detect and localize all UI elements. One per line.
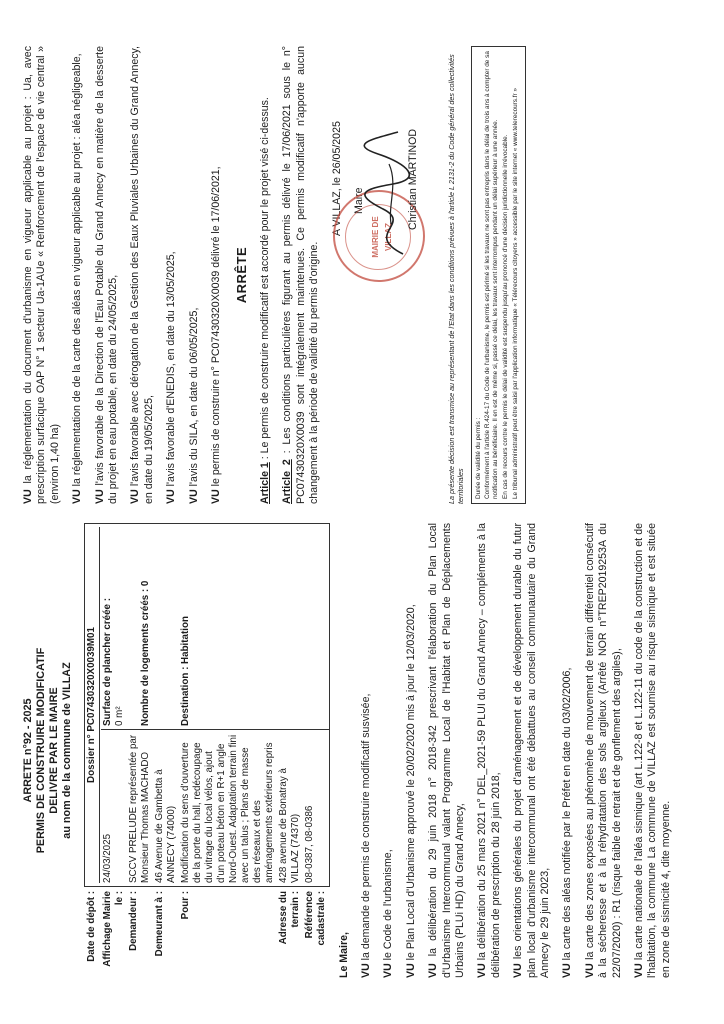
surface-value: 0 m² — [114, 706, 125, 726]
vu-keyword: VU — [187, 489, 200, 504]
vu-keyword: VU — [129, 489, 142, 504]
vu-paragraph — [94, 46, 121, 504]
demandeur-value: SCCV PRELUDE représentée par Monsieur Thomas MACHADO — [127, 730, 153, 887]
pour-value: Modification du sens d'ouverture de la porte du hall, redécoupage du vitrage du local vélos, ajout d'un poteau béton en R+1 angle Nord-Ouest. Adaptation terrain fini avec un talus ; Plans de masse des réseaux et des aménagements extérieurs repris — [179, 730, 277, 887]
vu-paragraph — [22, 46, 62, 504]
vu-keyword: VU — [71, 489, 84, 504]
signatory-name: Christian MARTINOD — [406, 128, 419, 230]
adresse-label: Adresse du terrain : — [278, 891, 301, 945]
vu-keyword: VU — [561, 963, 574, 978]
vu-paragraph — [129, 46, 156, 504]
transmission-note: La présente décision est transmise au représentant de l'Etat dans les conditions prévues à l'article L 2131-2 du Code général des collectivités territoriales — [446, 54, 465, 504]
adresse-value: 428 avenue de Bonatray à VILLAZ (74370) — [277, 730, 303, 887]
surface-cell — [101, 524, 179, 730]
vu-paragraph — [71, 46, 84, 504]
date-depot-value: 24/03/2025 — [101, 730, 127, 887]
vu-keyword: VU — [382, 963, 395, 978]
vu-text: la carte des zones exposées au phénomène de mouvement de terrain différentiel consécutif à la sécheresse et à la réhydratation des sols argileux (Arrêté NOR n°TREP2019253A du 22/07/2020) : R1 (risque faible de retrait et de gonflement des argiles), — [583, 523, 623, 978]
arrete-number: ARRETE n°92 - 2025 — [22, 698, 34, 803]
vu-keyword: VU — [404, 963, 417, 978]
vu-paragraph — [382, 523, 395, 978]
vu-paragraph — [512, 523, 552, 978]
vu-text: la réglementation de de la carte des aléas en vigueur applicable au projet : aléa négligeable, — [71, 53, 84, 487]
reference-label: Référence cadastrale : — [304, 891, 327, 946]
arrete-heading: ARRÊTE — [234, 246, 250, 304]
validity-text-2: En cas de recours contre le permis le délai de validité est suspendu jusqu'au prononcé d'une décision juridictionnelle irrévocable. — [501, 134, 509, 499]
maire-title: Maire — [352, 187, 365, 214]
vu-keyword: VU — [93, 489, 106, 504]
vu-text: le Code de l'urbanisme, — [382, 849, 395, 961]
permit-title: PERMIS DE CONSTRUIRE MODIFICATIF — [35, 647, 47, 854]
left-column — [22, 523, 682, 978]
logements-label: Nombre de logements créés : 0 — [140, 580, 151, 726]
vu-text: le permis de construire n° PC07430320X0039 délivré le 17/06/2021, — [210, 166, 223, 487]
empty-cell-2 — [303, 524, 329, 730]
vu-keyword: VU — [210, 489, 223, 504]
title-block — [22, 523, 74, 978]
le-maire: Le Maire, — [337, 932, 350, 978]
vu-text: la délibération du 25 mars 2021 n° DEL_2021-59 PLUI du Grand Annecy – compléments à la délibération de prescription du 28 juin 2018, — [476, 522, 502, 978]
permit-issuer: DELIVRE PAR LE MAIRE — [48, 687, 60, 814]
article-1-text: : Le permis de construire modificatif est accordé pour le projet visé ci-dessus. — [258, 97, 271, 463]
vu-keyword: VU — [427, 963, 440, 978]
vu-keyword: VU — [476, 963, 489, 978]
vu-text: les orientations générales du projet d'aménagement et de développement durable du futur plan local d'urbanisme intercommunal ont été débattues au conseil communautaire du Grand Annecy le 29 juin 2023, — [512, 523, 551, 978]
vu-paragraph — [210, 46, 223, 504]
permit-commune: au nom de la commune de VILLAZ — [61, 662, 73, 839]
vu-paragraph — [360, 523, 373, 978]
affichage-label: Affichage Mairie le : — [102, 891, 125, 967]
validity-text-3: Le tribunal administratif peut être saisi par l'application informatique « Télérecours citoyens » accessible par le site internet « www.telerecours.fr » — [511, 87, 519, 499]
validity-box — [471, 46, 526, 504]
demeurant-value: 46 Avenue de Gambetta à ANNECY (74000) — [153, 730, 179, 887]
vu-paragraph — [405, 523, 418, 978]
vu-paragraph — [561, 523, 574, 978]
vu-keyword: VU — [165, 489, 178, 504]
empty-cell — [277, 524, 303, 730]
vu-keyword: VU — [583, 963, 596, 978]
vu-paragraph — [165, 46, 178, 504]
surface-label: Surface de plancher créée : — [102, 598, 113, 726]
article-2-text: : Les conditions particulières figurant au permis délivré le 17/06/2021 sous le n° PC07430320X0039 sont intégralement maintenues. Ce permis modificatif n'apporte aucun changement à la période de validité du permis d'origine. — [281, 46, 321, 504]
demeurant-label: Demeurant à : — [154, 891, 165, 957]
vu-text: l'avis du SILA, en date du 06/05/2025, — [187, 307, 200, 487]
place-date: A VILLAZ, le 26/05/2025 — [330, 121, 343, 236]
vu-text: l'avis favorable de la Direction de l'Eau Potable du Grand Annecy en matière de la desserte du projet en eau potable, en date du 24/05/2025, — [93, 46, 120, 504]
stamp-label: MAIRIE DE VILLAZ — [370, 216, 393, 258]
dossier-table — [84, 523, 330, 978]
pour-label: Pour : — [180, 891, 191, 920]
validity-text-1: Conformément à l'article R.424-17 du Code de l'urbanisme, le permis est périmé si les travaux ne sont pas entrepris dans le délai de trois ans à compter de sa notification au bénéficiaire. Il en est de même si, passé ce délai, les travaux sont interrompus pendant un délai supérieur à une année. — [483, 51, 499, 499]
vu-paragraph — [584, 523, 624, 978]
vu-keyword: VU — [633, 963, 645, 978]
vu-paragraph — [188, 46, 201, 504]
article-1-label: Article 1 — [258, 462, 271, 504]
destination-label: Destination : Habitation — [179, 524, 277, 730]
vu-paragraph — [427, 523, 467, 978]
dossier-number — [85, 524, 102, 887]
article-1 — [259, 46, 272, 504]
article-2 — [281, 46, 321, 504]
vu-text: la carte des aléas notifiée par le Préfet en date du 03/02/2006, — [561, 667, 574, 961]
vu-text: l'avis favorable d'ENEDIS, en date du 13/05/2025, — [165, 251, 178, 487]
vu-paragraph — [633, 523, 673, 978]
vu-paragraph — [476, 523, 503, 978]
vu-text: la délibération du 29 juin 2018 n° 2018-342 prescrivant l'élaboration du Plan Local d'Urbanisme Intercommunal valant Programme Local de l'Habitat et Plan de Déplacements Urbains (PLUi HD) du Grand Annecy, — [427, 523, 466, 978]
vu-keyword: VU — [22, 489, 34, 504]
signature-block — [331, 46, 443, 504]
vu-text: la réglementation du document d'urbanisme en vigueur applicable au projet : Ua, avec prescription surfacique OAP N° 1 secteur Ua-1AUe « Renforcement de l'espace de vie central » (environ 1,40 ha) — [22, 46, 61, 504]
vu-keyword: VU — [359, 963, 372, 978]
validity-title: Durée de validité du permis : — [474, 417, 482, 499]
article-2-label: Article 2 — [281, 459, 294, 504]
vu-text: l'avis favorable avec dérogation de la Gestion des Eaux Pluviales Urbaines du Grand Annecy, en date du 19/05/2025, — [129, 46, 155, 504]
reference-value: 08-0387, 08-0386 — [303, 730, 329, 887]
right-column — [22, 46, 526, 504]
dossier-label: Dossier n° PC07430320X0039M01 — [86, 527, 100, 883]
vu-keyword: VU — [512, 963, 525, 978]
demandeur-label: Demandeur : — [128, 891, 139, 951]
vu-text: le Plan Local d'Urbanisme approuvé le 20/02/2020 mis à jour le 12/03/2020, — [404, 604, 417, 961]
vu-text: la carte nationale de l'aléa sismique (art L.122-8 et L.122-11 du code de la construction et de l'habitation, la commune La commune de VILLAZ est soumise au risque sismique et est située en zone de sismicité 4, dite moyenne. — [633, 523, 672, 978]
vu-text: la demande de permis de construire modificatif susvisée, — [359, 693, 372, 961]
date-depot-label: Date de dépôt : — [85, 891, 97, 962]
